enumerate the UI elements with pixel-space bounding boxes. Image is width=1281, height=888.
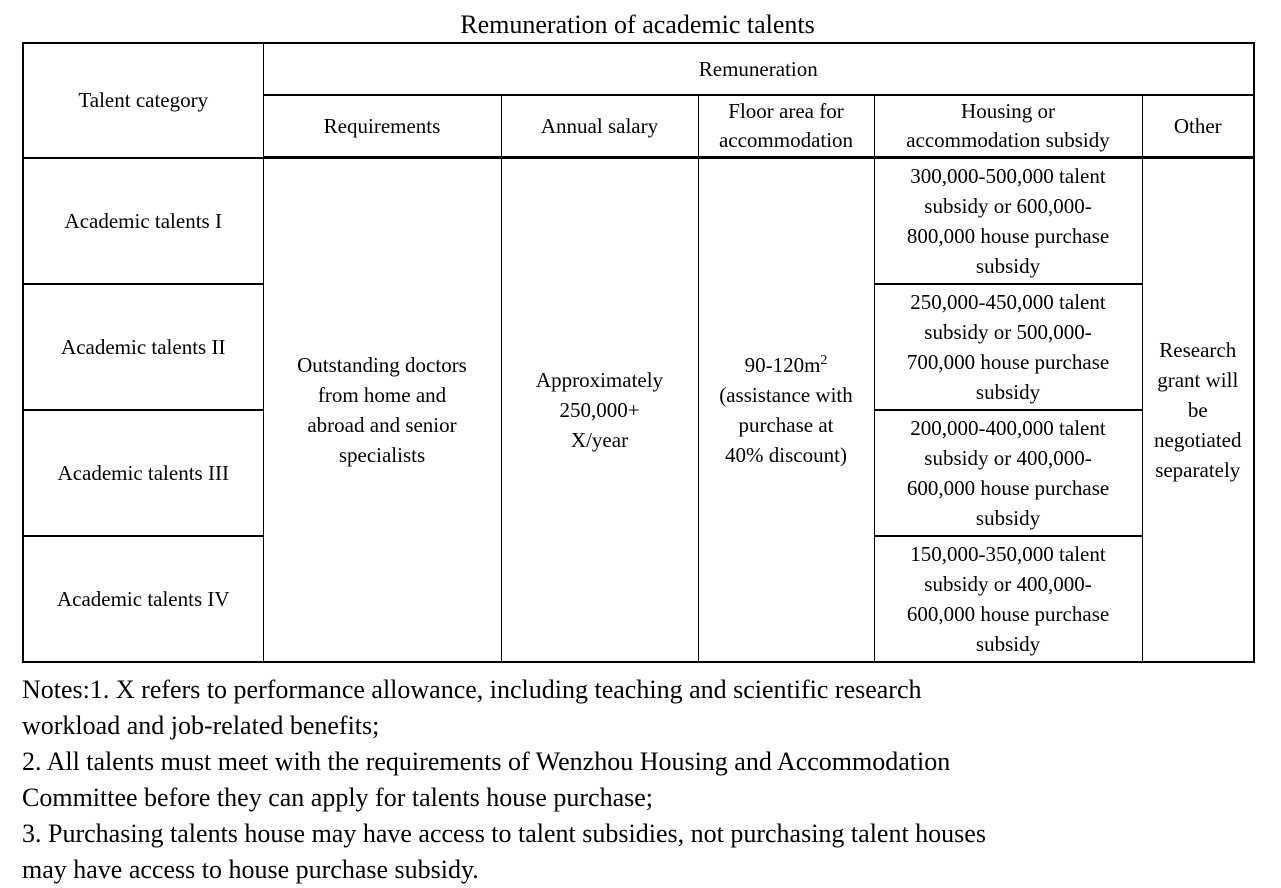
remuneration-table bbox=[22, 42, 1255, 663]
floor-area-cell bbox=[698, 158, 874, 662]
subsidy-cell-talents-3: 200,000-400,000 talent subsidy or 400,000- 600,000 house purchase subsidy bbox=[874, 410, 1142, 536]
note-line-1: Notes:1. X refers to performance allowance, including teaching and scientific research bbox=[22, 674, 922, 704]
subsidy-cell-talents-1: 300,000-500,000 talent subsidy or 600,000- 800,000 house purchase subsidy bbox=[874, 158, 1142, 284]
note-line-5: 3. Purchasing talents house may have access to talent subsidies, not purchasing talent houses bbox=[22, 818, 986, 848]
header-requirements: Requirements bbox=[263, 95, 501, 158]
header-talent-category: Talent category bbox=[23, 43, 263, 158]
other-cell: Research grant will be negotiated separately bbox=[1142, 158, 1254, 662]
note-line-2: workload and job-related benefits; bbox=[22, 710, 380, 740]
subsidy-cell-talents-4: 150,000-350,000 talent subsidy or 400,000- 600,000 house purchase subsidy bbox=[874, 536, 1142, 662]
notes-section bbox=[22, 672, 1259, 888]
header-remuneration: Remuneration bbox=[263, 43, 1254, 95]
floor-area-superscript: 2 bbox=[820, 352, 828, 368]
note-line-4: Committee before they can apply for talents house purchase; bbox=[22, 782, 654, 812]
category-cell-talents-1: Academic talents I bbox=[23, 158, 263, 284]
subsidy-cell-talents-2: 250,000-450,000 talent subsidy or 500,000- 700,000 house purchase subsidy bbox=[874, 284, 1142, 410]
header-annual-salary: Annual salary bbox=[501, 95, 698, 158]
table-row-talents-1 bbox=[23, 158, 1254, 284]
annual-salary-cell: Approximately 250,000+ X/year bbox=[501, 158, 698, 662]
floor-area-range: 90-120m bbox=[744, 352, 821, 377]
table-title: Remuneration of academic talents bbox=[460, 10, 815, 39]
category-cell-talents-2: Academic talents II bbox=[23, 284, 263, 410]
header-other: Other bbox=[1142, 95, 1254, 158]
note-line-3: 2. All talents must meet with the requirements of Wenzhou Housing and Accommodation bbox=[22, 746, 951, 776]
header-housing-subsidy: Housing or accommodation subsidy bbox=[874, 95, 1142, 158]
header-row-top bbox=[23, 43, 1254, 95]
note-line-6: may have access to house purchase subsidy. bbox=[22, 854, 479, 884]
header-floor-area: Floor area for accommodation bbox=[698, 95, 874, 158]
floor-area-note: (assistance with purchase at 40% discount) bbox=[719, 382, 853, 467]
requirements-cell: Outstanding doctors from home and abroad and senior specialists bbox=[263, 158, 501, 662]
category-cell-talents-3: Academic talents III bbox=[23, 410, 263, 536]
category-cell-talents-4: Academic talents IV bbox=[23, 536, 263, 662]
